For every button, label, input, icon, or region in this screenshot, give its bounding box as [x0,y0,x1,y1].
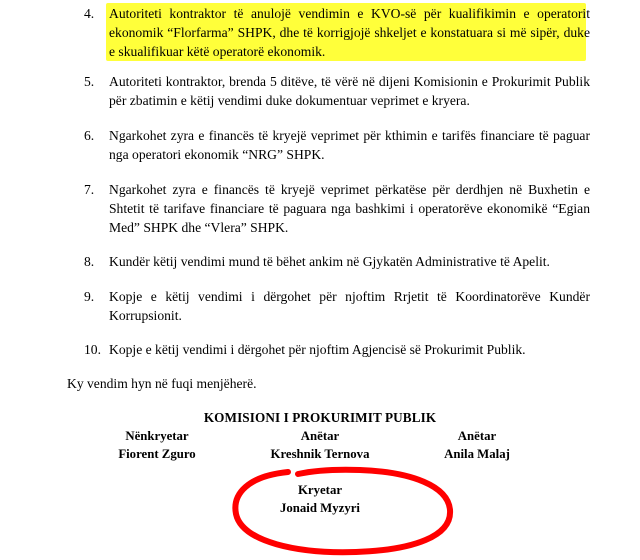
decision-item-5 [84,72,590,110]
signatory-name: Anila Malaj [444,447,510,461]
item-number: 7. [84,182,95,197]
decision-item-6 [84,126,590,164]
item-number: 8. [84,254,95,269]
decision-item-10 [84,340,590,359]
signatory-name: Fiorent Zguro [118,447,196,461]
item-text: Autoriteti kontraktor, brenda 5 ditëve, të vërë në dijeni Komisionin e Prokurimit Publik për zbatimin e këtij vendimi duke dokumentuar veprimet e kryera. [109,74,590,108]
red-annotation-circle [228,462,458,558]
signatory-name: Jonaid Myzyri [280,501,360,515]
decision-item-4 [84,4,590,61]
decision-item-8 [84,252,590,271]
item-number: 9. [84,289,95,304]
signatory-name: Kreshnik Ternova [270,447,370,461]
item-number: 10. [84,342,101,357]
signatory-role: Kryetar [297,483,343,497]
signatory-role: Nënkryetar [125,429,189,443]
commission-title: KOMISIONI I PROKURIMIT PUBLIK [203,410,437,425]
item-text: Kopje e këtij vendimi i dërgohet për njoftim Agjencisë së Prokurimit Publik. [109,342,526,357]
decision-item-7 [84,180,590,237]
signatory-member-right [397,427,557,463]
item-text: Autoriteti kontraktor të anulojë vendimin e KVO-së për kualifikimin e operatorit ekonomik “Florfarma” SHPK, dhe të korrigjojë shkeljet e konstatuara si më sipër, duke e skualifikuar këtë operatorë ekonomik. [109,6,590,59]
signatory-role: Anëtar [300,429,340,443]
signatory-role: Anëtar [457,429,497,443]
item-text: Ngarkohet zyra e financës të kryejë veprimet përkatëse për derdhjen në Buxhetin e Shtetit të tarifave financiare të paguara nga bashkimi i operatorëve ekonomikë “Egian Med” SHPK dhe “Vlera” SHPK. [109,182,590,235]
item-text: Kopje e këtij vendimi i dërgohet për njoftim Rrjetit të Koordinatorëve Kundër Korrupsionit. [109,289,590,323]
decision-item-9 [84,287,590,325]
closing-statement: Ky vendim hyn në fuqi menjëherë. [67,376,257,391]
item-text: Kundër këtij vendimi mund të bëhet ankim në Gjykatën Administrative të Apelit. [109,254,550,269]
item-text: Ngarkohet zyra e financës të kryejë veprimet për kthimin e tarifës financiare të paguar nga operatori ekonomik “NRG” SHPK. [109,128,590,162]
signatory-deputy-chair [77,427,237,463]
item-number: 6. [84,128,95,143]
signatory-member-middle [240,427,400,463]
item-number: 4. [84,6,95,21]
item-number: 5. [84,74,95,89]
